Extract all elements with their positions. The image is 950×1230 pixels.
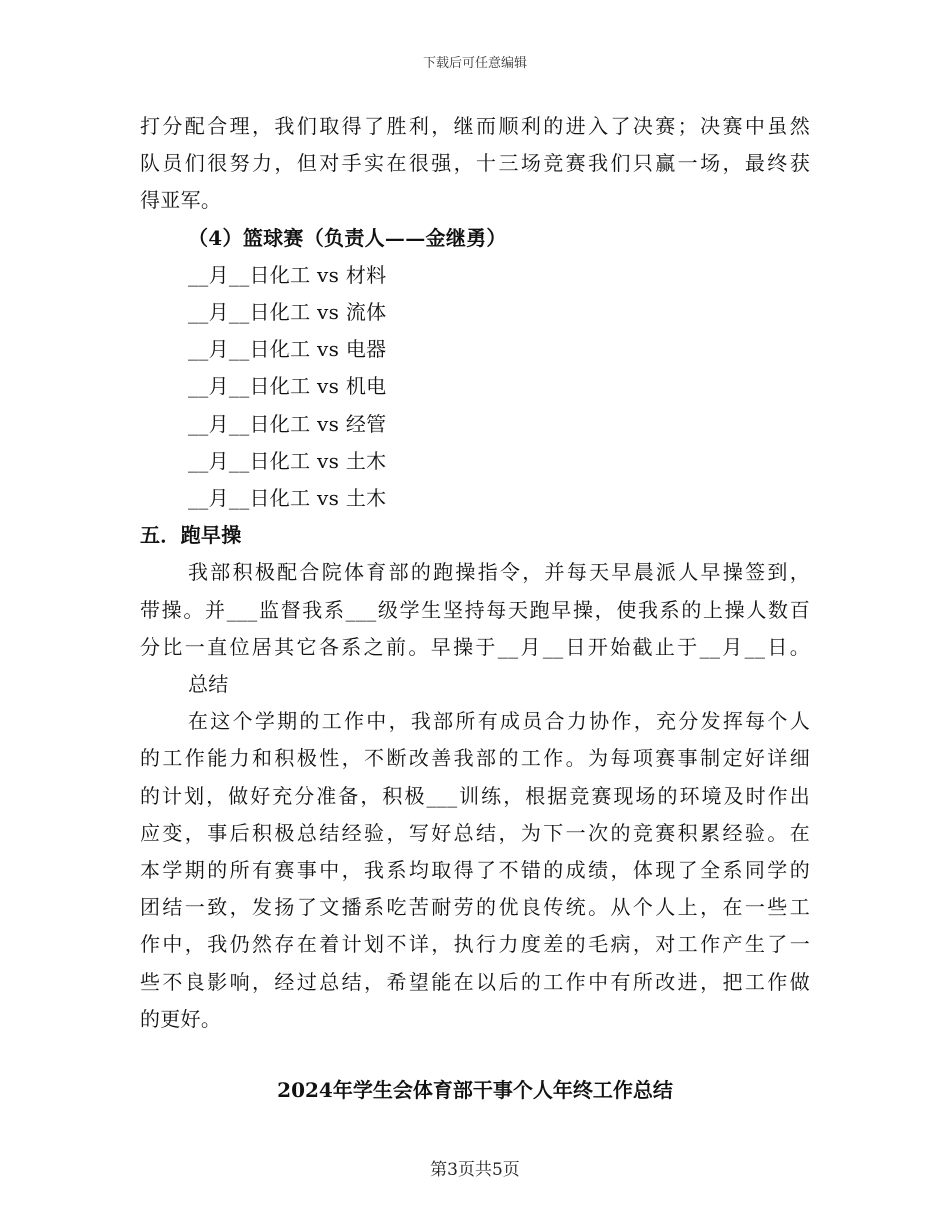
text-line: 我部积极配合院体育部的跑操指令，并每天早晨派人早操签到， xyxy=(188,560,810,585)
text-line: 队员们很努力，但对手实在很强，十三场竞赛我们只赢一场，最终获 xyxy=(140,151,810,176)
text-line: __月__日化工 vs 流体 xyxy=(188,300,387,324)
page-footer: 第3页共5页 xyxy=(430,1160,520,1180)
text-line: __月__日化工 vs 土木 xyxy=(188,448,387,473)
text-line: 的计划，做好充分准备，积极___训练，根据竞赛现场的环境及时作出 xyxy=(140,783,810,808)
text-line: __月__日化工 vs 材料 xyxy=(188,262,387,287)
text-line: 的更好。 xyxy=(140,1006,222,1031)
text-line: 团结一致，发扬了文播系吃苦耐劳的优良传统。从个人上，在一些工 xyxy=(140,895,810,920)
text-line: 打分配合理，我们取得了胜利，继而顺利的进入了决赛；决赛中虽然 xyxy=(140,114,810,138)
text-line: 得亚军。 xyxy=(140,188,222,213)
text-line: __月__日化工 vs 机电 xyxy=(188,374,387,399)
text-line: 的工作能力和积极性，不断改善我部的工作。为每项赛事制定好详细 xyxy=(140,746,810,771)
text-line: （4）篮球赛（负责人——金继勇） xyxy=(188,225,507,250)
text-line: 带操。并___监督我系___级学生坚持每天跑早操，使我系的上操人数百 xyxy=(140,597,810,622)
text-line: __月__日化工 vs 经管 xyxy=(188,411,387,436)
page-header: 下载后可任意编辑 xyxy=(422,56,527,71)
text-line: 分比一直位居其它各系之前。早操于__月__日开始截止于__月__日。 xyxy=(140,634,810,659)
text-line: __月__日化工 vs 电器 xyxy=(188,337,387,362)
text-line: __月__日化工 vs 土木 xyxy=(188,486,387,510)
text-line: 本学期的所有赛事中，我系均取得了不错的成绩，体现了全系同学的 xyxy=(140,858,810,882)
text-line: 总结 xyxy=(188,672,229,696)
text-line: 在这个学期的工作中，我部所有成员合力协作，充分发挥每个人 xyxy=(188,709,810,734)
text-line: 应变，事后积极总结经验，写好总结，为下一次的竞赛积累经验。在 xyxy=(140,820,810,845)
text-line: 五．跑早操 xyxy=(140,523,242,548)
text-line: 作中，我仍然存在着计划不详，执行力度差的毛病，对工作产生了一 xyxy=(140,932,810,957)
next-section-title: 2024年学生会体育部干事个人年终工作总结 xyxy=(277,1078,673,1102)
text-line: 些不良影响，经过总结，希望能在以后的工作中有所改进，把工作做 xyxy=(140,969,810,994)
